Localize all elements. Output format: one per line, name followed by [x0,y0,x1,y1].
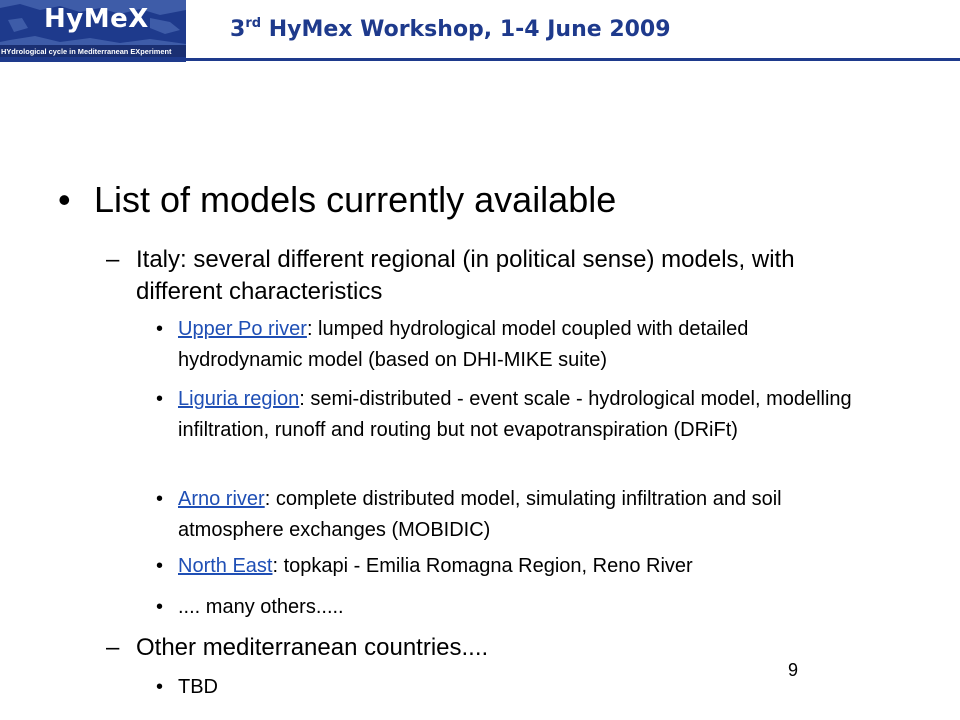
list-item-text: .... many others..... [178,596,344,618]
link-upper-po-river[interactable]: Upper Po river [178,318,307,340]
link-liguria-region[interactable]: Liguria region [178,388,300,410]
logo-brand-text: HyMeX [44,4,149,34]
slide-header-title: 3rd HyMex Workshop, 1-4 June 2009 [230,16,671,42]
hymex-logo [0,0,186,62]
sub-bullet-italy-text: Italy: several different regional (in political sense) models, with different characteristics [136,246,795,305]
sub-bullet-others-text: Other mediterranean countries.... [136,634,489,661]
bullet-dot: • [58,179,71,220]
link-arno-river[interactable]: Arno river [178,488,265,510]
dash-marker: – [106,634,120,661]
main-bullet-text: List of models currently available [94,179,617,220]
link-north-east[interactable]: North East [178,555,273,577]
header-divider [186,58,960,61]
dash-marker: – [106,246,120,273]
list-item-tbd: TBD [178,676,218,698]
logo-tagline: HYdrological cycle in Mediterranean EXperiment [1,47,172,56]
page-number: 9 [788,660,799,680]
